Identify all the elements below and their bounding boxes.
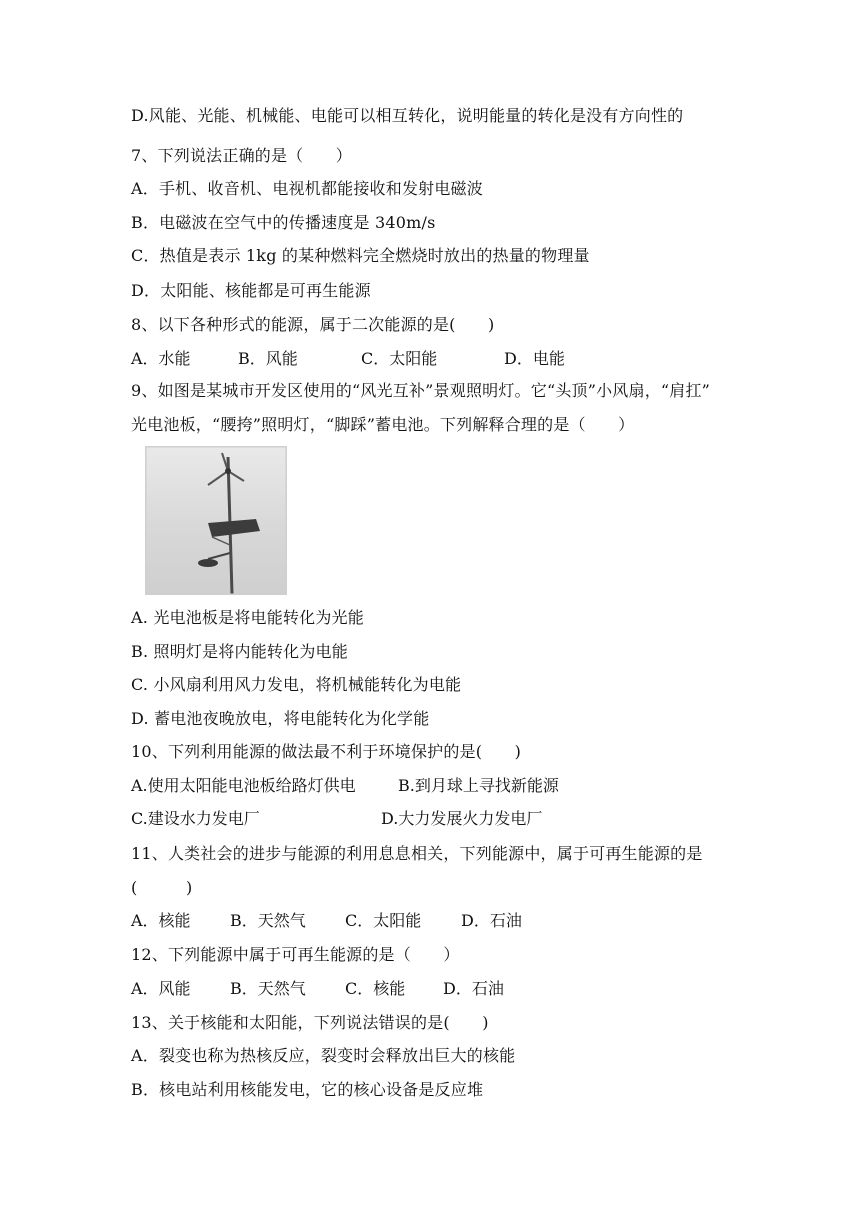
question-8: 8、以下各种形式的能源，属于二次能源的是( ) xyxy=(131,315,495,334)
q11-option-c: C．太阳能 xyxy=(345,911,422,930)
option-line: B．电磁波在空气中的传播速度是 340m/s xyxy=(131,213,436,232)
q12-option-d: D．石油 xyxy=(443,979,504,998)
option-line: D. 蓄电池夜晚放电，将电能转化为化学能 xyxy=(131,709,430,728)
option-line: C．热值是表示 1kg 的某种燃料完全燃烧时放出的热量的物理量 xyxy=(131,246,590,265)
option-line: A. 光电池板是将电能转化为光能 xyxy=(131,608,364,627)
question-9-cont: 光电池板，“腰挎”照明灯，“脚踩”蓄电池。下列解释合理的是（ ） xyxy=(131,415,635,434)
q11-option-b: B．天然气 xyxy=(230,911,306,930)
q12-option-c: C．核能 xyxy=(345,979,406,998)
q12-option-b: B．天然气 xyxy=(230,979,306,998)
q11-option-d: D．石油 xyxy=(461,911,522,930)
question-9: 9、如图是某城市开发区使用的“风光互补”景观照明灯。它“头顶”小风扇，“肩扛” xyxy=(131,381,711,400)
option-line: B. 照明灯是将内能转化为电能 xyxy=(131,642,348,661)
option-line: D．太阳能、核能都是可再生能源 xyxy=(131,281,371,300)
option-line: B．核电站利用核能发电，它的核心设备是反应堆 xyxy=(131,1080,484,1099)
question-10: 10、下列利用能源的做法最不利于环境保护的是( ) xyxy=(131,742,522,761)
option-line: A．裂变也称为热核反应，裂变时会释放出巨大的核能 xyxy=(131,1046,516,1065)
question-7: 7、下列说法正确的是（ ） xyxy=(131,146,352,165)
q10-option-b: B.到月球上寻找新能源 xyxy=(398,776,559,795)
q10-option-a: A.使用太阳能电池板给路灯供电 xyxy=(131,776,356,795)
question-12: 12、下列能源中属于可再生能源的是（ ） xyxy=(131,945,460,964)
wind-solar-lamp-icon xyxy=(146,447,286,594)
question-13: 13、关于核能和太阳能，下列说法错误的是( ) xyxy=(131,1013,489,1032)
street-lamp-photo xyxy=(145,446,287,595)
q11-option-a: A．核能 xyxy=(131,911,191,930)
q8-option-a: A．水能 xyxy=(131,349,191,368)
q10-option-c: C.建设水力发电厂 xyxy=(131,809,260,828)
q8-option-d: D．电能 xyxy=(504,349,565,368)
question-11-cont: ( ) xyxy=(131,878,193,897)
option-line: A．手机、收音机、电视机都能接收和发射电磁波 xyxy=(131,179,483,198)
option-line: D.风能、光能、机械能、电能可以相互转化，说明能量的转化是没有方向性的 xyxy=(131,106,684,125)
q10-option-d: D.大力发展火力发电厂 xyxy=(381,809,543,828)
q8-option-b: B．风能 xyxy=(238,349,298,368)
q8-option-c: C．太阳能 xyxy=(361,349,438,368)
q12-option-a: A．风能 xyxy=(131,979,191,998)
question-11: 11、人类社会的进步与能源的利用息息相关，下列能源中，属于可再生能源的是 xyxy=(131,844,703,863)
option-line: C. 小风扇利用风力发电，将机械能转化为电能 xyxy=(131,675,462,694)
